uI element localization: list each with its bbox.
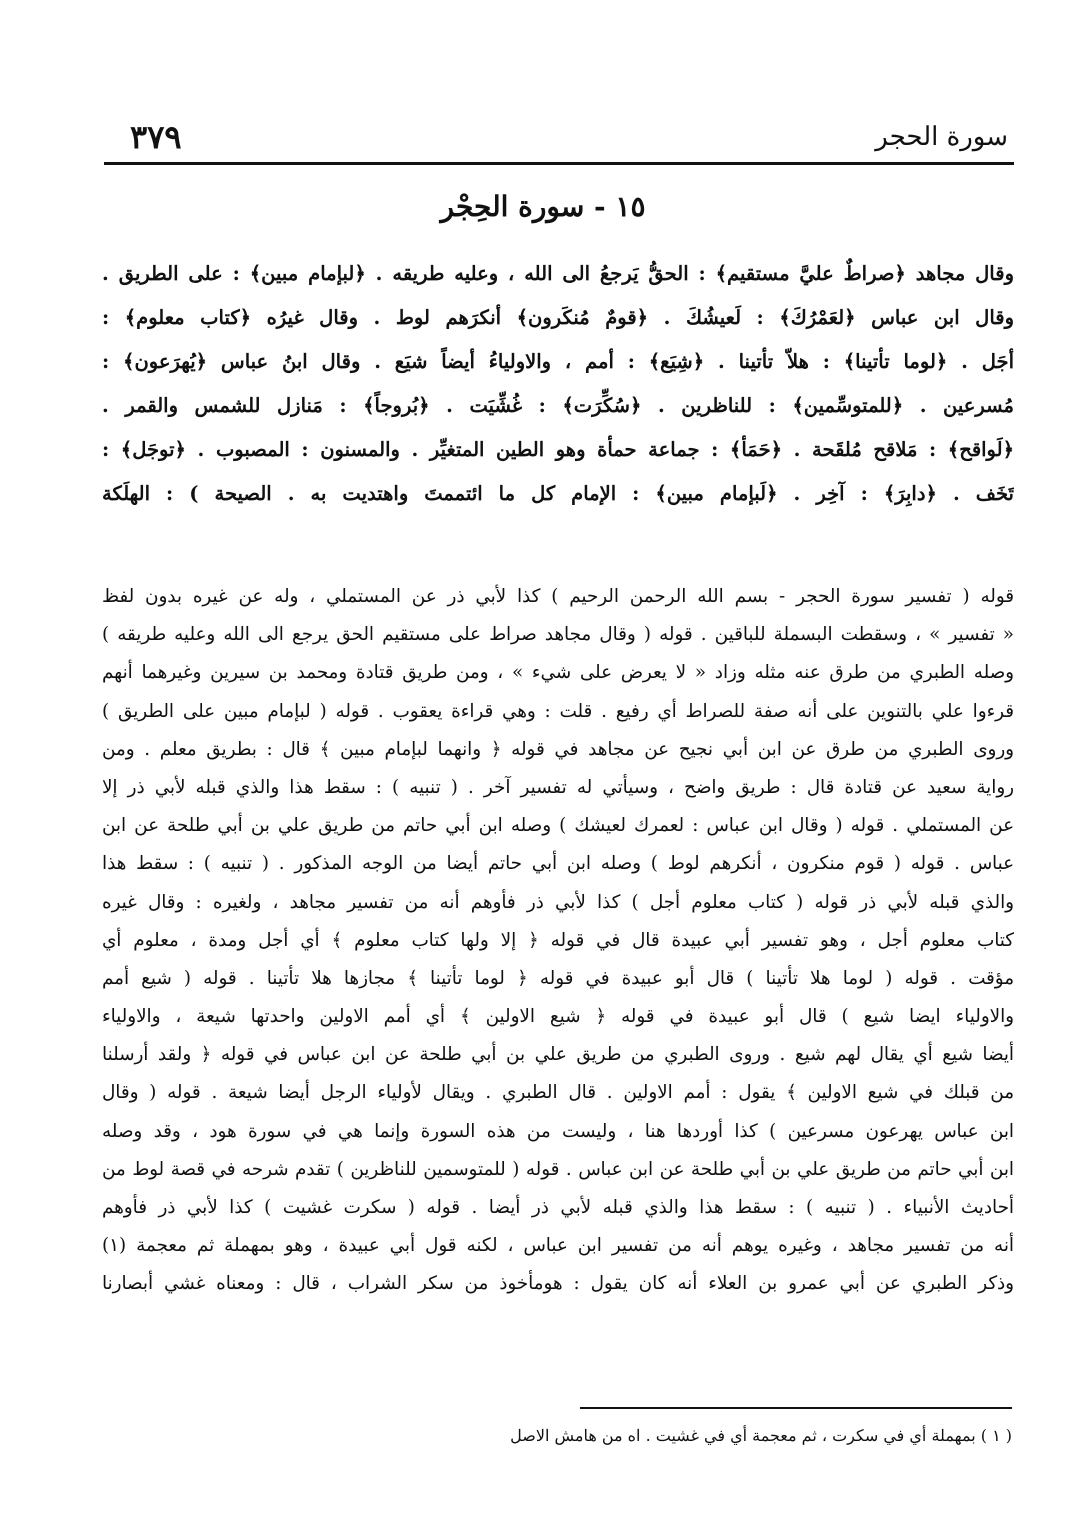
header-rule [104, 162, 1014, 165]
quran-line: ﴿لَواقح﴾ : مَلاقح مُلقَحة . ﴿حَمَأ﴾ : جماعة حمأة وهو الطين المتغيِّر . والمسنون : المصبوب . ﴿توجَل﴾ : [102, 438, 1014, 461]
quran-verses-block [102, 252, 1014, 516]
commentary-line: ابن أبي حاتم من طريق علي بن أبي طلحة عن ابن عباس . قوله ( للمتوسمين للناظرين ) تقدم شرحه في قصة لوط من [102, 1158, 1014, 1180]
commentary-line: أنه من تفسير مجاهد ، وغيره يوهم أنه من تفسير ابن عباس ، لكنه قول أبي عبيدة ، وهو بمهملة ثم معجمة (١) [102, 1235, 1014, 1257]
commentary-line: قرءوا علي بالتنوين على أنه صفة للصراط أي رفيع . قلت : وهي قراءة يعقوب . قوله ( لبإمام مبين على الطريق ) [102, 700, 1014, 722]
quran-line: وقال ابن عباس ﴿لعَمْرُكَ﴾ : لَعيشُكَ . ﴿قومٌ مُنكَرون﴾ أنكرَهم لوط . وقال غيرُه ﴿كتاب معلوم﴾ : [102, 306, 1014, 329]
commentary-line: أحاديث الأنبياء . ( تنبيه ) : سقط هذا والذي قبله لأبي ذر أيضا . قوله ( سكرت غشيت ) كذا لأبي ذر فأوهم [102, 1197, 1014, 1218]
commentary-line: والذي قبله لأبي ذر قوله ( كتاب معلوم أجل ) كذا لأبي ذر فأوهم أنه من تفسير مجاهد ، ولغيره : وقال غيره [102, 891, 1014, 913]
quran-line: تَخَف . ﴿دابِرَ﴾ : آخِر . ﴿لَبإمام مبين﴾ : الإمام كل ما ائتممتَ واهتديت به . الصيحة ) : الهلَكة [102, 482, 1014, 505]
commentary-line: قوله ( تفسير سورة الحجر - بسم الله الرحمن الرحيم ) كذا لأبي ذر عن المستملي ، وله عن غيره بدون لفظ [102, 586, 1014, 607]
footnote: ( ١ ) بمهملة أي في سكرت ، ثم معجمة أي في غشيت . اه من هامش الاصل [510, 1426, 1012, 1445]
page-header [100, 118, 1008, 158]
quran-line: مُسرعين . ﴿للمتوسِّمين﴾ : للناظرين . ﴿سُكِّرَت﴾ : غُشِّيَت . ﴿بُروجاً﴾ : مَنازل للشمس والقمر . [102, 394, 1014, 417]
commentary-line: وذكر الطبري عن أبي عمرو بن العلاء أنه كان يقول : هومأخوذ من سكر الشراب ، قال : ومعناه غشي أبصارنا [102, 1273, 1014, 1295]
commentary-line: عن المستملي . قوله ( وقال ابن عباس : لعمرك لعيشك ) وصله ابن أبي حاتم من طريق علي بن أبي طلحة عن ابن [102, 815, 1014, 837]
quran-line: أجَل . ﴿لوما تأتينا﴾ : هلاّ تأتينا . ﴿شِيَع﴾ : أمم ، والاولياءُ أيضاً شيَع . وقال ابنُ عباس ﴿يُهرَعون﴾ : [102, 350, 1014, 373]
chapter-title: ١٥ - سورة الحِجْر [440, 190, 646, 223]
commentary-line: أيضا شيع أي يقال لهم شيع . وروى الطبري من طريق علي بن أبي طلحة عن ابن عباس في قوله ﴿ ولقد أرسلنا [102, 1044, 1014, 1066]
commentary-line: كتاب معلوم أجل ، وهو تفسير أبي عبيدة قال في قوله ﴿ إلا ولها كتاب معلوم ﴾ أي أجل ومدة ، معلوم أي [102, 929, 1014, 951]
commentary-line: عباس . قوله ( قوم منكرون ، أنكرهم لوط ) وصله ابن أبي حاتم أيضا من الوجه المذكور . ( تنبيه ) : سقط هذا [102, 853, 1014, 875]
commentary-line: ابن عباس يهرعون مسرعين ) كذا أوردها هنا ، وليست من هذه السورة وإنما هي في سورة هود ، وقد وصله [102, 1120, 1014, 1142]
commentary-line: رواية سعيد عن قتادة قال : طريق واضح ، وسيأتي له تفسير آخر . ( تنبيه ) : سقط هذا والذي قبله لأبي ذر إلا [102, 776, 1014, 798]
commentary-line: « تفسير » ، وسقطت البسملة للباقين . قوله ( وقال مجاهد صراط على مستقيم الحق يرجع الى الله وعليه طريقه ) [102, 624, 1014, 646]
page-number: ٣٧٩ [130, 118, 182, 156]
commentary-line: وروى الطبري من طرق عن ابن أبي نجيح عن مجاهد في قوله ﴿ وانهما لبإمام مبين ﴾ قال : بطريق معلم . ومن [102, 738, 1014, 760]
commentary-line: وصله الطبري من طرق عنه مثله وزاد « لا يعرض على شيء » ، ومن طريق قتادة ومحمد بن سيرين وغيرهما أنهم [102, 662, 1014, 684]
running-title: سورة الحجر [875, 122, 1008, 152]
commentary-line: والاولياء ايضا شيع ) قال أبو عبيدة في قوله ﴿ شيع الاولين ﴾ أي أمم الاولين واحدتها شيعة ، والاولياء [102, 1006, 1014, 1028]
commentary-line: من قبلك في شيع الاولين ﴾ يقول : أمم الاولين . قال الطبري . ويقال لأولياء الرجل أيضا شيعة . قوله ( وقال [102, 1082, 1014, 1104]
commentary-block [102, 578, 1014, 1304]
commentary-line: مؤقت . قوله ( لوما هلا تأتينا ) قال أبو عبيدة في قوله ﴿ لوما تأتينا ﴾ مجازها هلا تأتينا . قوله ( شيع أمم [102, 967, 1014, 989]
quran-line: وقال مجاهد ﴿صراطٌ عليَّ مستقيم﴾ : الحقُّ يَرجعُ الى الله ، وعليه طريقه . ﴿لبإمام مبين﴾ : على الطريق . [102, 262, 1014, 285]
footnote-rule [580, 1407, 1012, 1409]
